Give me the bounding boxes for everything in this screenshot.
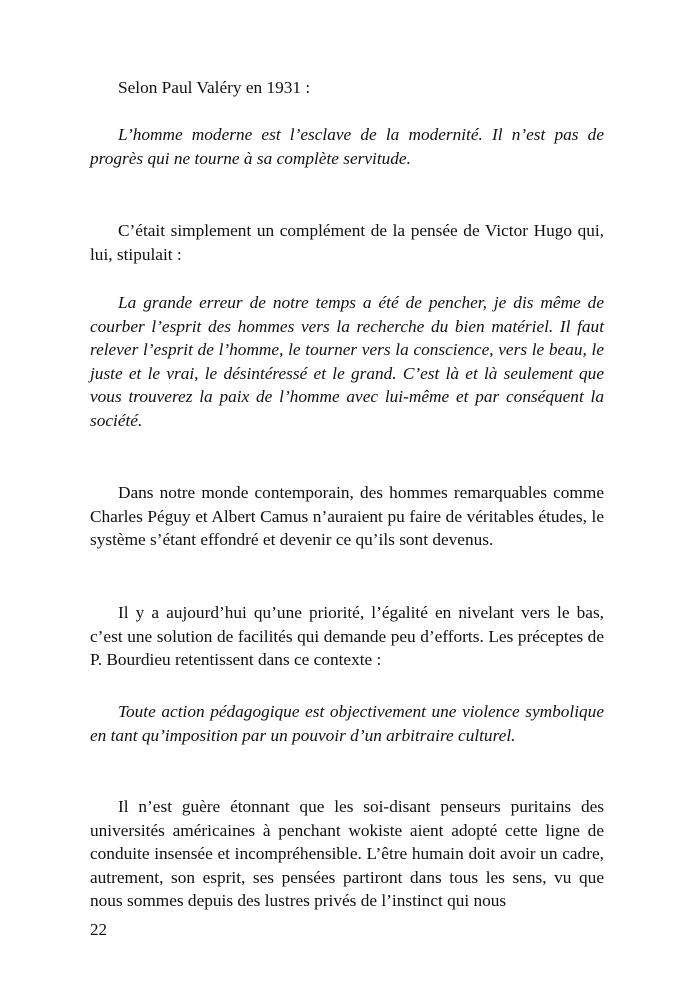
quote-valery: L’homme moderne est l’esclave de la modernité. Il n’est pas de progrès qui ne tourne à sa complète servitude. [90,125,604,168]
paragraph-contemporary-world: Dans notre monde contemporain, des hommes remarquables comme Charles Péguy et Albert Camus n’auraient pu faire de véritables études, le système s’étant effondré et devenir ce qu’ils sont devenus. [90,483,604,549]
paragraph-valery-intro: Selon Paul Valéry en 1931 : [118,78,311,97]
paragraph-equality-priority: Il y a aujourd’hui qu’une priorité, l’égalité en nivelant vers le bas, c’est une solution de facilités qui demande peu d’efforts. Les préceptes de P. Bourdieu retentissent dans ce contexte : [90,603,604,669]
page-number: 22 [90,920,107,939]
paragraph-puritan-thinkers: Il n’est guère étonnant que les soi-disant penseurs puritains des universités américaines à penchant wokiste aient adopté cette ligne de conduite insensée et incompréhensible. L’être humain doit avoir un cadre, autrement, son esprit, ses pensées partiront dans tous les sens, vu que nous sommes depuis des lustres privés de l’instinct qui nous [90,797,604,910]
quote-hugo: La grande erreur de notre temps a été de pencher, je dis même de courber l’esprit des hommes vers la recherche du bien matériel. Il faut relever l’esprit de l’homme, le tourner vers la conscience, vers le beau, le juste et le vrai, le désintéressé et le grand. C’est là et là seulement que vous trouverez la paix de l’homme avec lui-même et par conséquent la société. [90,293,604,430]
quote-bourdieu: Toute action pédagogique est objectivement une violence symbolique en tant qu’imposition par un pouvoir d’un arbitraire culturel. [90,702,604,745]
paragraph-hugo-intro: C’était simplement un complément de la pensée de Victor Hugo qui, lui, stipulait : [90,221,604,264]
